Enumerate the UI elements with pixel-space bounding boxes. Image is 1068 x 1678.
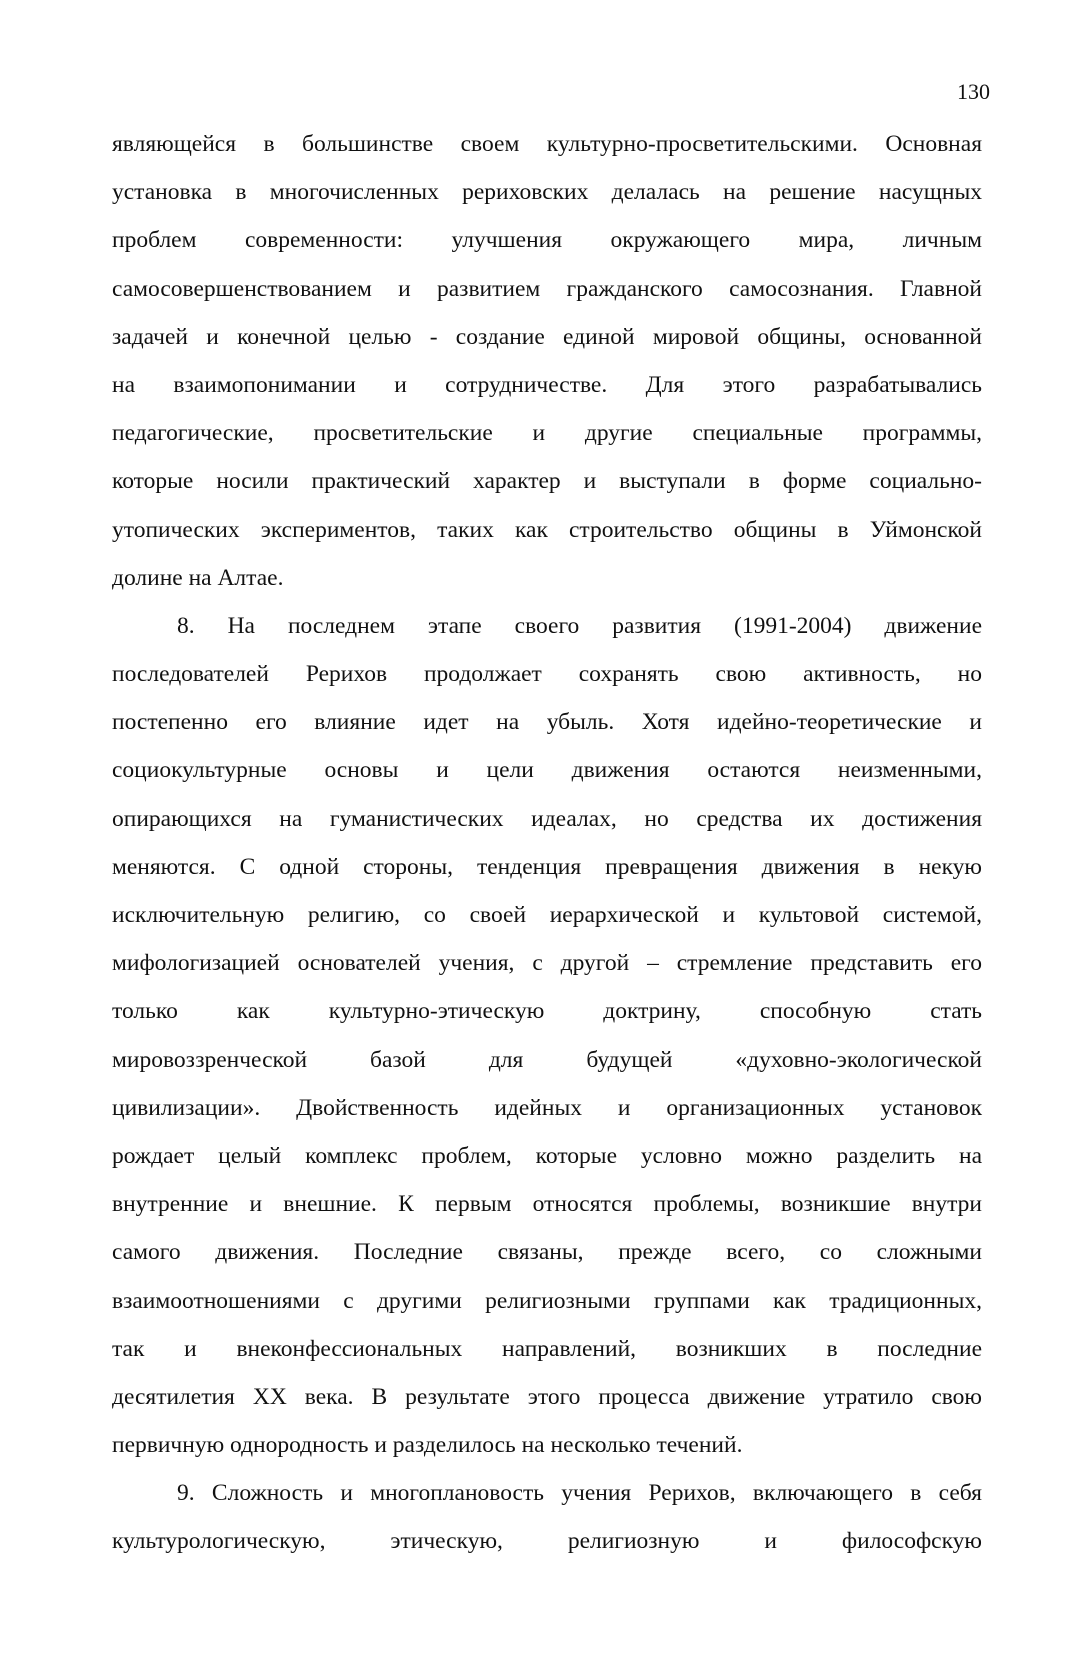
text-line: десятилетия XX века. В результате этого процесса движение утратило свою <box>112 1383 982 1410</box>
text-line: на взаимопонимании и сотрудничестве. Для этого разрабатывались <box>112 371 982 398</box>
text-line: самого движения. Последние связаны, прежде всего, со сложными <box>112 1239 982 1266</box>
text-line: социокультурные основы и цели движения остаются неизменными, <box>112 757 982 784</box>
text-line: мифологизацией основателей учения, с другой – стремление представить его <box>112 950 982 977</box>
text-line: первичную однородность и разделилось на несколько течений. <box>112 1432 743 1459</box>
text-line: задачей и конечной целью - создание единой мировой общины, основанной <box>112 323 982 350</box>
text-line: цивилизации». Двойственность идейных и организационных установок <box>112 1094 982 1121</box>
text-line: культурологическую, этическую, религиозную и философскую <box>112 1528 982 1555</box>
page-number: 130 <box>957 79 990 104</box>
text-line: постепенно его влияние идет на убыль. Хотя идейно-теоретические и <box>112 709 982 736</box>
text-line: долине на Алтае. <box>112 564 284 591</box>
text-line: опирающихся на гуманистических идеалах, но средства их достижения <box>112 805 982 832</box>
text-line: рождает целый комплекс проблем, которые условно можно разделить на <box>112 1142 982 1169</box>
body-text <box>112 120 982 1566</box>
paragraph-first-line: 9. Сложность и многоплановость учения Рерихов, включающего в себя <box>177 1480 982 1507</box>
text-line: внутренние и внешние. К первым относятся проблемы, возникшие внутри <box>112 1191 982 1218</box>
text-line: педагогические, просветительские и другие специальные программы, <box>112 420 982 447</box>
paragraph-first-line: 8. На последнем этапе своего развития (1991-2004) движение <box>177 612 982 639</box>
text-line: меняются. С одной стороны, тенденция превращения движения в некую <box>112 853 982 880</box>
text-line: являющейся в большинстве своем культурно-просветительскими. Основная <box>112 131 982 157</box>
text-line: установка в многочисленных рериховских делалась на решение насущных <box>112 179 982 206</box>
text-line: проблем современности: улучшения окружающего мира, личным <box>112 227 982 254</box>
text-line: так и внеконфессиональных направлений, возникших в последние <box>112 1335 982 1362</box>
text-line: самосовершенствованием и развитием гражданского самосознания. Главной <box>112 275 982 302</box>
text-line: взаимоотношениями с другими религиозными группами как традиционных, <box>112 1287 982 1314</box>
text-line: которые носили практический характер и выступали в форме социально- <box>112 468 982 495</box>
text-line: исключительную религию, со своей иерархической и культовой системой, <box>112 902 982 928</box>
text-line: последователей Рерихов продолжает сохранять свою активность, но <box>112 661 982 688</box>
text-line: мировоззренческой базой для будущей «духовно-экологической <box>112 1046 982 1073</box>
text-line: утопических экспериментов, таких как строительство общины в Уймонской <box>112 516 982 543</box>
text-line: только как культурно-этическую доктрину, способную стать <box>112 998 982 1025</box>
